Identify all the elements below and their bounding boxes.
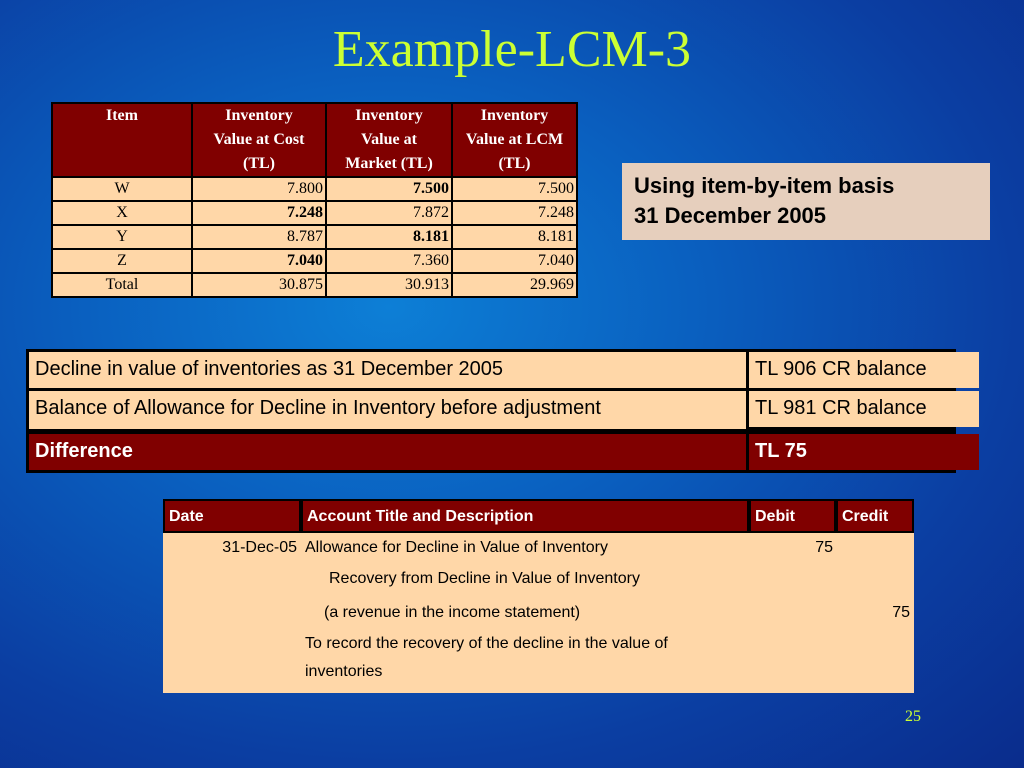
cell-cost: 7.800 (192, 177, 326, 201)
header-item-label: Item (106, 107, 138, 124)
header-cost-line2: Value at Cost (213, 131, 305, 148)
header-market-line1: Inventory (355, 107, 423, 124)
journal-header-debit: Debit (749, 499, 836, 533)
lcm-table (51, 102, 578, 298)
cell-market: 30.913 (326, 273, 452, 297)
cell-market: 7.500 (326, 177, 452, 201)
journal-debit-amount: 75 (815, 539, 833, 556)
cell-item: Total (52, 273, 192, 297)
basis-note-line1: Using item-by-item basis (634, 173, 895, 198)
journal-date: 31-Dec-05 (222, 539, 297, 556)
lcm-table-header-row (52, 103, 577, 177)
cell-cost: 7.248 (192, 201, 326, 225)
cell-cost: 7.040 (192, 249, 326, 273)
cell-lcm: 7.500 (452, 177, 577, 201)
cell-item: Y (52, 225, 192, 249)
header-lcm-line1: Inventory (480, 107, 549, 124)
cell-lcm: 7.248 (452, 201, 577, 225)
journal-entry-table (163, 499, 914, 694)
table-row (52, 225, 577, 249)
journal-header-account: Account Title and Description (301, 499, 749, 533)
journal-header-date: Date (163, 499, 301, 533)
decline-table (26, 349, 956, 473)
table-row (52, 177, 577, 201)
journal-description-line1: To record the recovery of the decline in the value of (305, 635, 668, 652)
journal-body (163, 533, 914, 693)
header-lcm (452, 103, 577, 177)
table-row (52, 249, 577, 273)
cell-item: Z (52, 249, 192, 273)
difference-label: Difference (29, 434, 746, 470)
header-market (326, 103, 452, 177)
difference-value: TL 75 (749, 434, 979, 470)
slide-title: Example-LCM-3 (332, 21, 692, 78)
header-market-line2: Value at (361, 131, 417, 148)
header-market-line3: Market (TL) (345, 155, 433, 172)
cell-lcm: 7.040 (452, 249, 577, 273)
header-cost-line3: (TL) (243, 155, 275, 172)
cell-cost: 8.787 (192, 225, 326, 249)
cell-market: 8.181 (326, 225, 452, 249)
journal-description-line2: inventories (305, 663, 383, 680)
cell-item: W (52, 177, 192, 201)
header-item (52, 103, 192, 177)
cell-lcm: 29.969 (452, 273, 577, 297)
journal-credit-account: Recovery from Decline in Value of Inventory (329, 570, 640, 587)
allowance-balance-label: Balance of Allowance for Decline in Inventory before adjustment (29, 391, 746, 429)
header-lcm-line3: (TL) (498, 155, 531, 172)
cell-market: 7.872 (326, 201, 452, 225)
journal-credit-note: (a revenue in the income statement) (324, 604, 581, 621)
header-cost (192, 103, 326, 177)
journal-credit-amount: 75 (892, 604, 910, 621)
table-row-total (52, 273, 577, 297)
basis-note (622, 163, 990, 240)
page-number: 25 (905, 708, 921, 725)
basis-note-line2: 31 December 2005 (634, 203, 827, 228)
header-lcm-line2: Value at LCM (465, 131, 564, 148)
table-row (52, 201, 577, 225)
header-cost-line1: Inventory (225, 107, 293, 124)
cell-item: X (52, 201, 192, 225)
allowance-balance-value: TL 981 CR balance (749, 391, 979, 427)
journal-debit-account: Allowance for Decline in Value of Inventory (305, 539, 608, 556)
cell-cost: 30.875 (192, 273, 326, 297)
cell-lcm: 8.181 (452, 225, 577, 249)
decline-label: Decline in value of inventories as 31 December 2005 (29, 352, 746, 388)
cell-market: 7.360 (326, 249, 452, 273)
decline-value: TL 906 CR balance (749, 352, 979, 388)
journal-header-credit: Credit (836, 499, 914, 533)
